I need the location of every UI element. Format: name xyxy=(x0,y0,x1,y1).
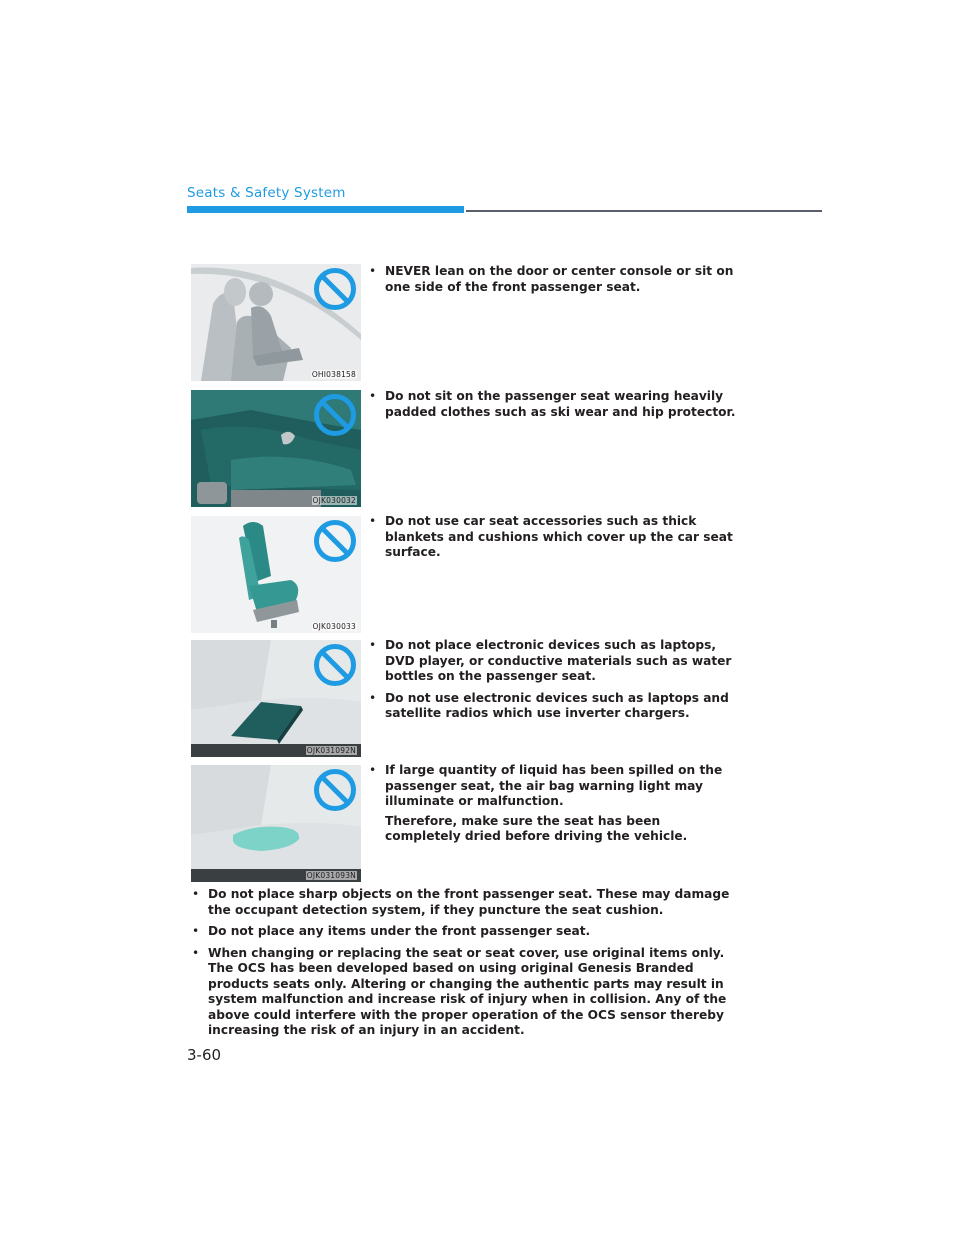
general-warning-item: • Do not place sharp objects on the front passenger seat. These may damage the occupant detection system, if they puncture the seat cushion. xyxy=(191,887,739,918)
no-symbol-icon xyxy=(313,643,357,687)
warning-note: Therefore, make sure the seat has been completely dried before driving the vehicle. xyxy=(385,813,688,843)
header-rule-thin xyxy=(466,210,822,212)
no-symbol-icon xyxy=(313,267,357,311)
warning-bullets xyxy=(368,763,740,810)
figure-code: OJK031092N xyxy=(306,746,356,755)
warning-item: • If large quantity of liquid has been spilled on the passenger seat, the air bag warning light may illuminate or malfunction. xyxy=(368,763,740,810)
general-warning-item: • When changing or replacing the seat or seat cover, use original items only. The OCS has been developed based on using original Genesis Branded products seats only. Altering or changing the authentic parts may result in system malfunction and increase risk of injury when in collision. Any of the above could interfere with the proper operation of the OCS sensor thereby increasing the risk of an injury in an accident. xyxy=(191,946,739,1039)
warning-item: • Do not place electronic devices such as laptops, DVD player, or conductive materials such as water bottles on the passenger seat. xyxy=(368,638,740,685)
figure-code: OJK030032 xyxy=(312,496,356,505)
warning-list-4 xyxy=(368,638,740,728)
general-warning-item: • Do not place any items under the front passenger seat. xyxy=(191,924,739,940)
no-symbol-icon xyxy=(313,393,357,437)
warning-item: • Do not use electronic devices such as laptops and satellite radios which use inverter chargers. xyxy=(368,691,740,722)
warning-list-1 xyxy=(368,264,740,301)
no-symbol-icon xyxy=(313,519,357,563)
warning-item: • Do not sit on the passenger seat wearing heavily padded clothes such as ski wear and hip protector. xyxy=(368,389,740,420)
section-title: Seats & Safety System xyxy=(187,185,346,201)
no-symbol-icon xyxy=(313,768,357,812)
header-rule-accent xyxy=(187,206,464,213)
figure-code: OJK030033 xyxy=(312,622,356,631)
warning-item: • NEVER lean on the door or center console or sit on one side of the front passenger seat. xyxy=(368,264,740,295)
warning-list-3 xyxy=(368,514,740,567)
page-number: 3-60 xyxy=(187,1046,222,1064)
warning-list-2 xyxy=(368,389,740,426)
figure-code: OHI038158 xyxy=(311,370,356,379)
warning-item: • Do not use car seat accessories such as thick blankets and cushions which cover up the car seat surface. xyxy=(368,514,740,561)
general-warning-list xyxy=(191,887,739,1045)
warning-list-5 xyxy=(368,763,740,845)
figure-code: OJK031093N xyxy=(306,871,356,880)
